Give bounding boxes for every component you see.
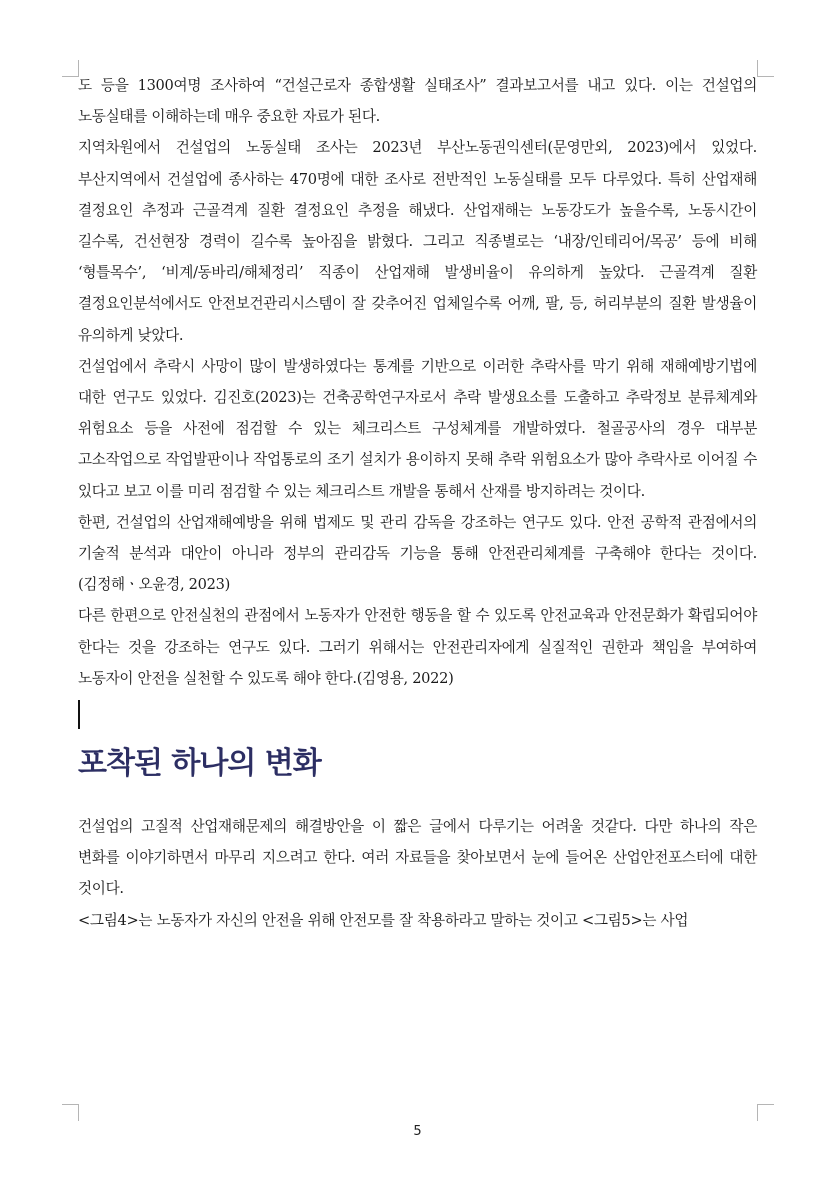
paragraph-figures[interactable]: <그림4>는 노동자가 자신의 안전을 위해 안전모를 잘 착용하라고 말하는 것이고 <그림5>는 사업 [78,911,689,929]
paragraph-small-change[interactable]: 건설업의 고질적 산업재해문제의 해결방안을 이 짧은 글에서 다루기는 어려울 것같다. 다만 하나의 작은 변화를 이야기하면서 마무리 지으려고 한다. 여러 자료들을 찾아보면서 눈에 들어온 산업안전포스터에 대한 것이다. [78,818,757,898]
document-body[interactable] [78,70,757,936]
crop-mark-bottom-left [62,1104,79,1121]
paragraph-legal-supervision[interactable]: 한편, 건설업의 산업재해예방을 위해 법제도 및 관리 감독을 강조하는 연구도 있다. 안전 공학적 관점에서의 기술적 분석과 대안이 아니라 정부의 관리감독 기능을 통해 안전관리체계를 구축해야 한다는 것이다. (김정해ㆍ오윤경, 2023) [78,513,757,594]
crop-mark-top-right [757,60,774,77]
text-cursor [78,700,80,729]
crop-mark-bottom-right [757,1104,774,1121]
crop-mark-top-left [62,60,79,77]
page-number: 5 [413,1124,422,1139]
section-heading[interactable]: 포착된 하나의 변화 [78,746,321,782]
paragraph-safety-culture[interactable]: 다른 한편으로 안전실천의 관점에서 노동자가 안전한 행동을 할 수 있도록 안전교육과 안전문화가 확립되어야 한다는 것을 강조하는 연구도 있다. 그러기 위해서는 안전관리자에게 실질적인 권한과 책임을 부여하여 노동자이 안전을 실천할 수 있도록 해야 한다.(김영용, 2022) [78,607,757,687]
paragraph-survey-report[interactable]: 도 등을 1300여명 조사하여 “건설근로자 종합생활 실태조사” 결과보고서를 내고 있다. 이는 건설업의 노동실태를 이해하는데 매우 중요한 자료가 된다. [78,77,757,126]
paragraph-busan-survey[interactable]: 지역차원에서 건설업의 노동실태 조사는 2023년 부산노동권익센터(문영만외, 2023)에서 있었다. 부산지역에서 건설업에 종사하는 470명에 대한 조사로 전반적인 노동실태를 모두 다루었다. 특히 산업재해 결정요인 추정과 근골격계 질환 결정요인 추정을 해냈다. 산업재해는 노동강도가 높을수록, 노동시간이 길수록, 건선현장 경력이 길수록 높아짐을 밝혔다. 그리고 직종별로는 ‘내장/인테리어/목공’ 등에 비해 ‘형틀목수’, ‘비계/동바리/해체정리’ 직종이 산업재해 발생비율이 유의하게 높았다. 근골격계 질환 결정요인분석에서도 안전보건관리시스템이 잘 갖추어진 업체일수록 어깨, 팔, 등, 허리부분의 질환 발생율이 유의하게 낮았다. [78,139,757,344]
paragraph-fall-prevention[interactable]: 건설업에서 추락시 사망이 많이 발생하였다는 통계를 기반으로 이러한 추락사를 막기 위해 재해예방기법에 대한 연구도 있었다. 김진호(2023)는 건축공학연구자로서 추락 발생요소를 도출하고 추락정보 분류체계와 위험요소 등을 사전에 점검할 수 있는 체크리스트 구성체계를 개발하였다. 철골공사의 경우 대부분 고소작업으로 작업발판이나 작업통로의 조기 설치가 용이하지 못해 추락 위험요소가 많아 추락사로 이어질 수 있다고 보고 이를 미리 점검할 수 있는 체크리스트 개발을 통해서 산재를 방지하려는 것이다. [78,357,757,500]
